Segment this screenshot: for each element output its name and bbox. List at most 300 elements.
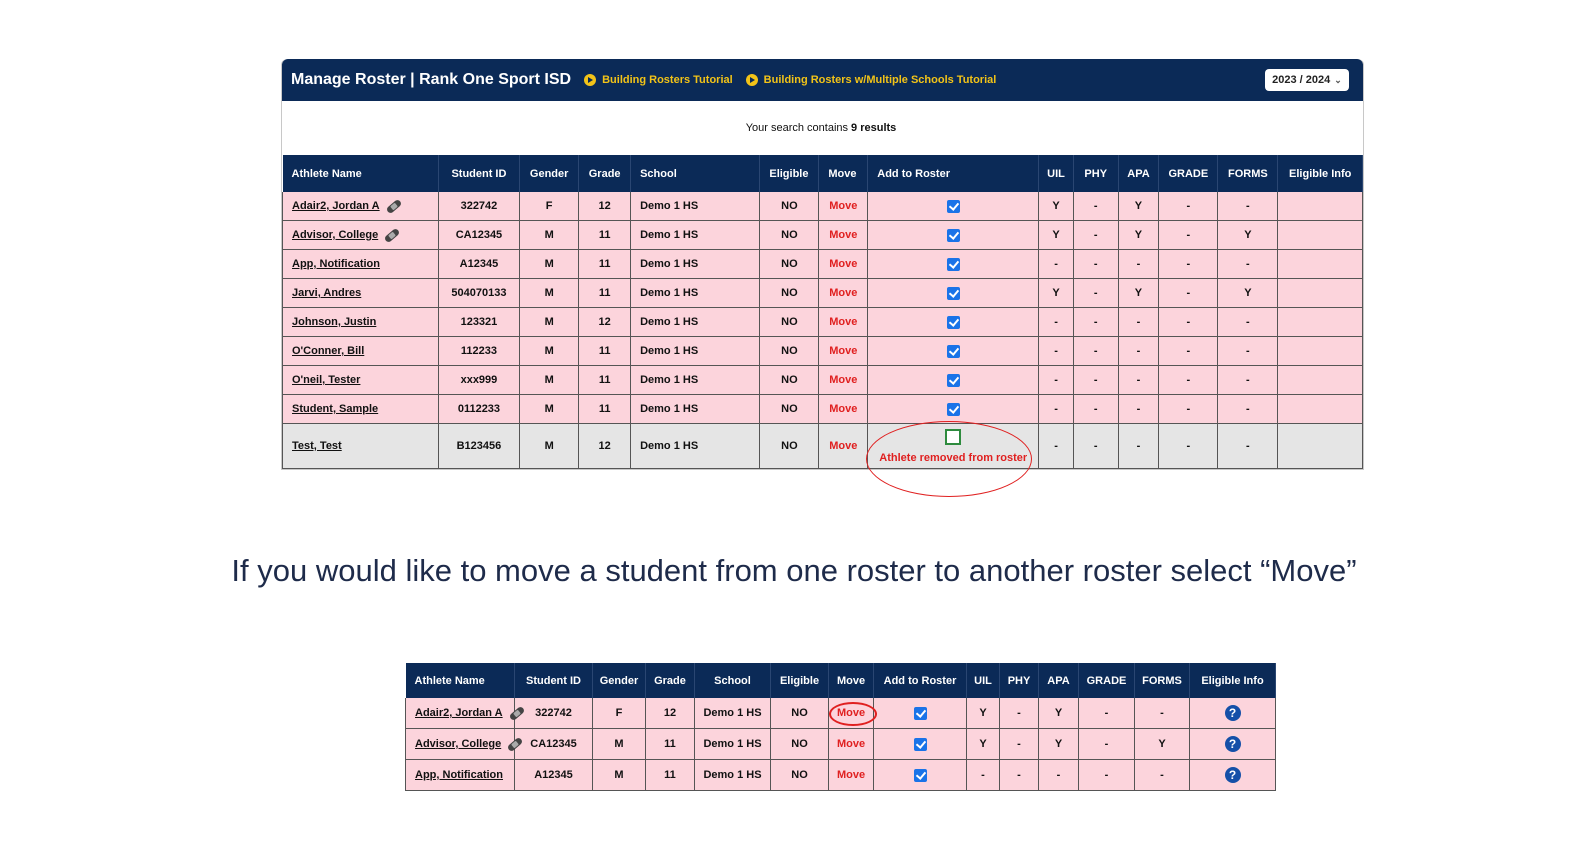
school-cell	[631, 279, 760, 308]
table-row	[406, 760, 1276, 791]
column-header: Grade	[646, 663, 695, 698]
gender: M	[544, 229, 554, 241]
forms: Y	[1158, 738, 1166, 750]
add-to-roster-checkbox[interactable]	[945, 429, 961, 445]
gender: M	[544, 440, 554, 452]
school: Demo 1 HS	[703, 707, 762, 719]
eligible-cell	[760, 308, 819, 337]
tutorial-label: Building Rosters w/Multiple Schools Tutorial	[763, 74, 997, 86]
athlete-name-link[interactable]: O'neil, Tester	[292, 374, 361, 386]
add-to-roster-cell	[874, 760, 967, 791]
student-id: 322742	[460, 200, 498, 212]
athlete-name-cell	[283, 279, 439, 308]
table-row	[283, 337, 1363, 366]
move-link[interactable]: Move	[829, 345, 858, 357]
year-select[interactable]	[1265, 69, 1349, 91]
apa-cell	[1118, 337, 1159, 366]
grade-cell	[579, 395, 631, 424]
add-to-roster-checkbox[interactable]	[947, 403, 960, 416]
move-cell	[819, 337, 868, 366]
column-header: GRADE	[1079, 663, 1135, 698]
phy: -	[1093, 287, 1098, 299]
grade-status: -	[1186, 374, 1191, 386]
student-id: 112233	[460, 345, 497, 357]
column-header: UIL	[1039, 155, 1074, 192]
athlete-name-link[interactable]: O'Conner, Bill	[292, 345, 365, 357]
apa: -	[1136, 403, 1141, 415]
school-cell	[631, 192, 760, 221]
roster-excerpt	[405, 663, 1275, 791]
grade-status-cell	[1159, 366, 1218, 395]
student-id-cell	[515, 698, 593, 729]
add-to-roster-cell	[868, 424, 1039, 469]
move-link[interactable]: Move	[829, 200, 858, 212]
grade-status: -	[1104, 738, 1109, 750]
student-id-cell	[515, 760, 593, 791]
gender: M	[544, 345, 554, 357]
column-header: Eligible	[760, 155, 819, 192]
apa: -	[1136, 345, 1141, 357]
grade-status: -	[1186, 200, 1191, 212]
table-header-row	[406, 663, 1276, 698]
removed-message: Athlete removed from roster	[879, 451, 1028, 464]
uil: -	[1054, 374, 1058, 386]
grade-cell	[579, 424, 631, 469]
search-summary: Your search contains 9 results	[745, 122, 897, 134]
uil-cell	[1039, 366, 1074, 395]
move-cell	[819, 279, 868, 308]
column-header: GRADE	[1159, 155, 1218, 192]
forms-cell	[1135, 760, 1190, 791]
eligible: NO	[781, 258, 798, 270]
add-to-roster-cell	[868, 337, 1039, 366]
table-row	[283, 308, 1363, 337]
apa-cell	[1039, 729, 1079, 760]
gender-cell	[520, 366, 579, 395]
gender-cell	[520, 308, 579, 337]
uil: -	[1054, 440, 1058, 452]
add-to-roster-cell	[868, 395, 1039, 424]
help-icon[interactable]: ?	[1225, 736, 1241, 752]
eligible-cell	[771, 698, 829, 729]
grade-cell	[579, 221, 631, 250]
phy: -	[1093, 403, 1098, 415]
forms: -	[1246, 440, 1250, 452]
column-header: Add to Roster	[874, 663, 967, 698]
athlete-name-link[interactable]: Advisor, College	[415, 738, 502, 750]
phy-cell	[1073, 279, 1118, 308]
grade-status-cell	[1159, 250, 1218, 279]
student-id-cell	[438, 366, 519, 395]
athlete-name-link[interactable]: App, Notification	[415, 769, 503, 781]
uil: Y	[979, 738, 987, 750]
apa: Y	[1054, 738, 1063, 750]
athlete-name-cell	[283, 221, 439, 250]
grade-status-cell	[1159, 337, 1218, 366]
grade-status-cell	[1079, 698, 1135, 729]
uil-cell	[967, 698, 1000, 729]
student-id: 123321	[460, 316, 498, 328]
gender-cell	[520, 221, 579, 250]
play-icon	[746, 74, 758, 86]
athlete-name-cell	[283, 308, 439, 337]
athlete-name-cell	[283, 250, 439, 279]
school: Demo 1 HS	[640, 440, 699, 452]
grade-cell	[579, 337, 631, 366]
add-to-roster-checkbox[interactable]	[947, 258, 960, 271]
apa-cell	[1118, 279, 1159, 308]
move-cell	[819, 221, 868, 250]
move-link[interactable]: Move	[829, 316, 858, 328]
eligible: NO	[781, 403, 798, 415]
gender-cell	[520, 192, 579, 221]
gender: M	[614, 769, 624, 781]
grade-cell	[579, 308, 631, 337]
school-cell	[631, 308, 760, 337]
move-link[interactable]: Move	[829, 374, 858, 386]
move-link[interactable]: Move	[829, 403, 858, 415]
table-row	[406, 729, 1276, 760]
grade-status: -	[1186, 403, 1191, 415]
apa: -	[1056, 769, 1061, 781]
column-header: Student ID	[438, 155, 519, 192]
grade-cell	[646, 698, 695, 729]
phy: -	[1017, 738, 1021, 750]
student-id: CA12345	[455, 229, 503, 241]
eligible-cell	[760, 337, 819, 366]
eligible-info-cell	[1278, 250, 1363, 279]
phy-cell	[1073, 192, 1118, 221]
school-cell	[631, 395, 760, 424]
phy-cell	[1073, 424, 1118, 469]
gender: F	[615, 707, 623, 719]
athlete-name-cell	[283, 337, 439, 366]
athlete-name-link[interactable]: Student, Sample	[292, 403, 379, 415]
student-id: A12345	[534, 769, 573, 781]
grade: 11	[664, 769, 676, 781]
forms-cell	[1218, 395, 1278, 424]
help-icon[interactable]: ?	[1225, 767, 1241, 783]
apa: -	[1136, 316, 1141, 328]
eligible: NO	[781, 374, 798, 386]
roster-excerpt-table	[405, 663, 1276, 791]
add-to-roster-checkbox[interactable]	[947, 374, 960, 387]
grade-status: -	[1186, 287, 1191, 299]
school: Demo 1 HS	[640, 403, 699, 415]
uil-cell	[1039, 424, 1074, 469]
bandage-icon	[385, 198, 402, 214]
eligible-info-cell	[1278, 395, 1363, 424]
column-header: Eligible Info	[1278, 155, 1363, 192]
grade: 11	[598, 403, 611, 415]
eligible: NO	[781, 229, 798, 241]
grade: 11	[664, 738, 676, 750]
eligible-info-cell	[1278, 279, 1363, 308]
apa-cell	[1118, 308, 1159, 337]
athlete-name-cell	[283, 366, 439, 395]
student-id: 0112233	[457, 403, 501, 415]
add-to-roster-checkbox[interactable]	[947, 345, 960, 358]
gender: M	[614, 738, 624, 750]
phy-cell	[1073, 366, 1118, 395]
grade-status-cell	[1159, 308, 1218, 337]
apa-cell	[1118, 424, 1159, 469]
add-to-roster-cell	[874, 698, 967, 729]
move-cell	[819, 308, 868, 337]
phy: -	[1093, 345, 1098, 357]
forms: Y	[1244, 287, 1252, 299]
uil-cell	[1039, 308, 1074, 337]
student-id: 322742	[535, 707, 572, 719]
forms-cell	[1218, 337, 1278, 366]
move-cell	[819, 366, 868, 395]
forms-cell	[1135, 698, 1190, 729]
tutorial-link-multiple-schools[interactable]	[746, 74, 997, 86]
uil-cell	[967, 729, 1000, 760]
forms: Y	[1244, 229, 1252, 241]
column-header: Athlete Name	[283, 155, 439, 192]
gender: F	[545, 200, 553, 212]
column-header: PHY	[1073, 155, 1118, 192]
uil-cell	[1039, 250, 1074, 279]
uil-cell	[1039, 337, 1074, 366]
apa: Y	[1134, 287, 1143, 299]
add-to-roster-checkbox[interactable]	[947, 200, 960, 213]
add-to-roster-cell	[874, 729, 967, 760]
athlete-name-link[interactable]: Jarvi, Andres	[292, 287, 362, 299]
page-title: Manage Roster | Rank One Sport ISD	[291, 71, 572, 88]
grade-cell	[579, 250, 631, 279]
forms: -	[1246, 200, 1250, 212]
forms-cell	[1218, 250, 1278, 279]
grade-status-cell	[1159, 279, 1218, 308]
tutorial-link-building-rosters[interactable]	[584, 74, 733, 86]
eligible: NO	[781, 287, 798, 299]
eligible-info-cell	[1190, 760, 1276, 791]
school-cell	[695, 729, 771, 760]
bandage-icon	[508, 705, 525, 721]
bandage-icon	[384, 227, 401, 243]
school: Demo 1 HS	[640, 374, 699, 386]
add-to-roster-checkbox[interactable]	[914, 707, 927, 720]
apa-cell	[1039, 760, 1079, 791]
table-row	[283, 424, 1363, 469]
athlete-name-link[interactable]: Test, Test	[292, 440, 342, 452]
grade-status-cell	[1079, 760, 1135, 791]
school-cell	[631, 250, 760, 279]
table-row	[406, 698, 1276, 729]
eligible-cell	[771, 729, 829, 760]
move-cell	[829, 760, 874, 791]
phy: -	[1093, 200, 1098, 212]
uil: Y	[979, 707, 987, 719]
phy-cell	[1000, 698, 1039, 729]
help-icon[interactable]: ?	[1225, 705, 1241, 721]
column-header: Move	[829, 663, 874, 698]
athlete-name-link[interactable]: Johnson, Justin	[292, 316, 377, 328]
add-to-roster-checkbox[interactable]	[947, 229, 960, 242]
apa-cell	[1039, 698, 1079, 729]
phy-cell	[1073, 337, 1118, 366]
table-row	[283, 366, 1363, 395]
move-link[interactable]: Move	[829, 287, 858, 299]
grade-status: -	[1104, 707, 1109, 719]
phy: -	[1017, 707, 1021, 719]
column-header: School	[631, 155, 760, 192]
add-to-roster-checkbox[interactable]	[947, 316, 960, 329]
uil: -	[981, 769, 985, 781]
student-id-cell	[438, 279, 519, 308]
uil: -	[1054, 258, 1058, 270]
student-id-cell	[438, 308, 519, 337]
athlete-name-link[interactable]: App, Notification	[292, 258, 380, 270]
column-header: APA	[1039, 663, 1079, 698]
gender-cell	[593, 760, 646, 791]
eligible: NO	[791, 738, 808, 750]
student-id-cell	[438, 337, 519, 366]
eligible-info-cell	[1190, 729, 1276, 760]
student-id: B123456	[456, 440, 502, 452]
uil: -	[1054, 316, 1058, 328]
uil: Y	[1052, 200, 1060, 212]
athlete-name-link[interactable]: Adair2, Jordan A	[415, 707, 503, 719]
athlete-name-cell	[283, 395, 439, 424]
move-link[interactable]: Move	[836, 707, 866, 719]
forms: -	[1246, 316, 1250, 328]
table-row	[283, 279, 1363, 308]
gender-cell	[520, 424, 579, 469]
gender: M	[544, 258, 554, 270]
column-header: Move	[819, 155, 868, 192]
add-to-roster-cell	[868, 308, 1039, 337]
column-header: Student ID	[515, 663, 593, 698]
apa: -	[1136, 374, 1141, 386]
grade-status: -	[1186, 229, 1191, 241]
school: Demo 1 HS	[703, 769, 762, 781]
apa: Y	[1134, 229, 1143, 241]
eligible-cell	[760, 279, 819, 308]
tutorial-label: Building Rosters Tutorial	[602, 74, 733, 86]
forms-cell	[1218, 279, 1278, 308]
add-to-roster-cell	[868, 279, 1039, 308]
table-row	[283, 250, 1363, 279]
grade-status: -	[1186, 258, 1191, 270]
move-link[interactable]: Move	[829, 440, 858, 452]
athlete-name-cell	[406, 760, 515, 791]
grade-status: -	[1186, 316, 1191, 328]
forms-cell	[1218, 192, 1278, 221]
phy-cell	[1000, 760, 1039, 791]
apa: Y	[1054, 707, 1063, 719]
add-to-roster-checkbox[interactable]	[947, 287, 960, 300]
student-id: xxx999	[460, 374, 498, 386]
eligible-info-cell	[1190, 698, 1276, 729]
uil: Y	[1052, 229, 1060, 241]
grade-status: -	[1186, 440, 1191, 452]
student-id-cell	[438, 395, 519, 424]
phy: -	[1093, 440, 1098, 452]
school-cell	[631, 221, 760, 250]
column-header: PHY	[1000, 663, 1039, 698]
student-id-cell	[438, 221, 519, 250]
grade-status-cell	[1159, 395, 1218, 424]
gender: M	[544, 374, 554, 386]
gender-cell	[520, 250, 579, 279]
table-row	[283, 395, 1363, 424]
apa-cell	[1118, 192, 1159, 221]
eligible: NO	[791, 769, 808, 781]
column-header: FORMS	[1135, 663, 1190, 698]
eligible-cell	[771, 760, 829, 791]
gender-cell	[593, 729, 646, 760]
grade-status: -	[1104, 769, 1109, 781]
student-id: A12345	[459, 258, 499, 270]
forms: -	[1246, 374, 1250, 386]
move-link[interactable]: Move	[829, 229, 858, 241]
phy-cell	[1073, 250, 1118, 279]
grade-cell	[579, 192, 631, 221]
grade-cell	[579, 366, 631, 395]
apa: Y	[1134, 200, 1143, 212]
phy: -	[1093, 258, 1098, 270]
student-id-cell	[438, 192, 519, 221]
grade-status-cell	[1079, 729, 1135, 760]
student-id-cell	[438, 424, 519, 469]
student-id: CA12345	[530, 738, 577, 750]
roster-table	[282, 155, 1363, 469]
forms: -	[1246, 403, 1250, 415]
student-id: 504070133	[451, 287, 507, 299]
athlete-name-link[interactable]: Adair2, Jordan A	[292, 200, 380, 212]
move-link[interactable]: Move	[836, 769, 866, 781]
play-icon	[584, 74, 596, 86]
add-to-roster-checkbox[interactable]	[914, 738, 927, 751]
uil-cell	[1039, 221, 1074, 250]
grade-status-cell	[1159, 221, 1218, 250]
athlete-name-cell	[283, 424, 439, 469]
grade: 11	[598, 374, 611, 386]
apa-cell	[1118, 366, 1159, 395]
eligible: NO	[781, 345, 798, 357]
grade-cell	[579, 279, 631, 308]
apa: -	[1136, 258, 1141, 270]
table-row	[283, 221, 1363, 250]
move-link[interactable]: Move	[829, 258, 858, 270]
add-to-roster-checkbox[interactable]	[914, 769, 927, 782]
column-header: Athlete Name	[406, 663, 515, 698]
student-id-cell	[438, 250, 519, 279]
move-link[interactable]: Move	[836, 738, 866, 750]
grade-cell	[646, 760, 695, 791]
phy-cell	[1073, 221, 1118, 250]
column-header: UIL	[967, 663, 1000, 698]
column-header: School	[695, 663, 771, 698]
chevron-down-icon: ⌄	[1334, 74, 1342, 85]
eligible-cell	[760, 395, 819, 424]
column-header: Gender	[520, 155, 579, 192]
column-header: Eligible Info	[1190, 663, 1276, 698]
grade: 11	[598, 258, 611, 270]
column-header: Add to Roster	[868, 155, 1039, 192]
manage-roster-panel	[281, 59, 1364, 470]
grade-status: -	[1186, 345, 1191, 357]
move-cell	[829, 698, 874, 729]
eligible-info-cell	[1278, 192, 1363, 221]
athlete-name-link[interactable]: Advisor, College	[292, 229, 379, 241]
student-id-cell	[515, 729, 593, 760]
school: Demo 1 HS	[640, 316, 699, 328]
school: Demo 1 HS	[640, 287, 699, 299]
